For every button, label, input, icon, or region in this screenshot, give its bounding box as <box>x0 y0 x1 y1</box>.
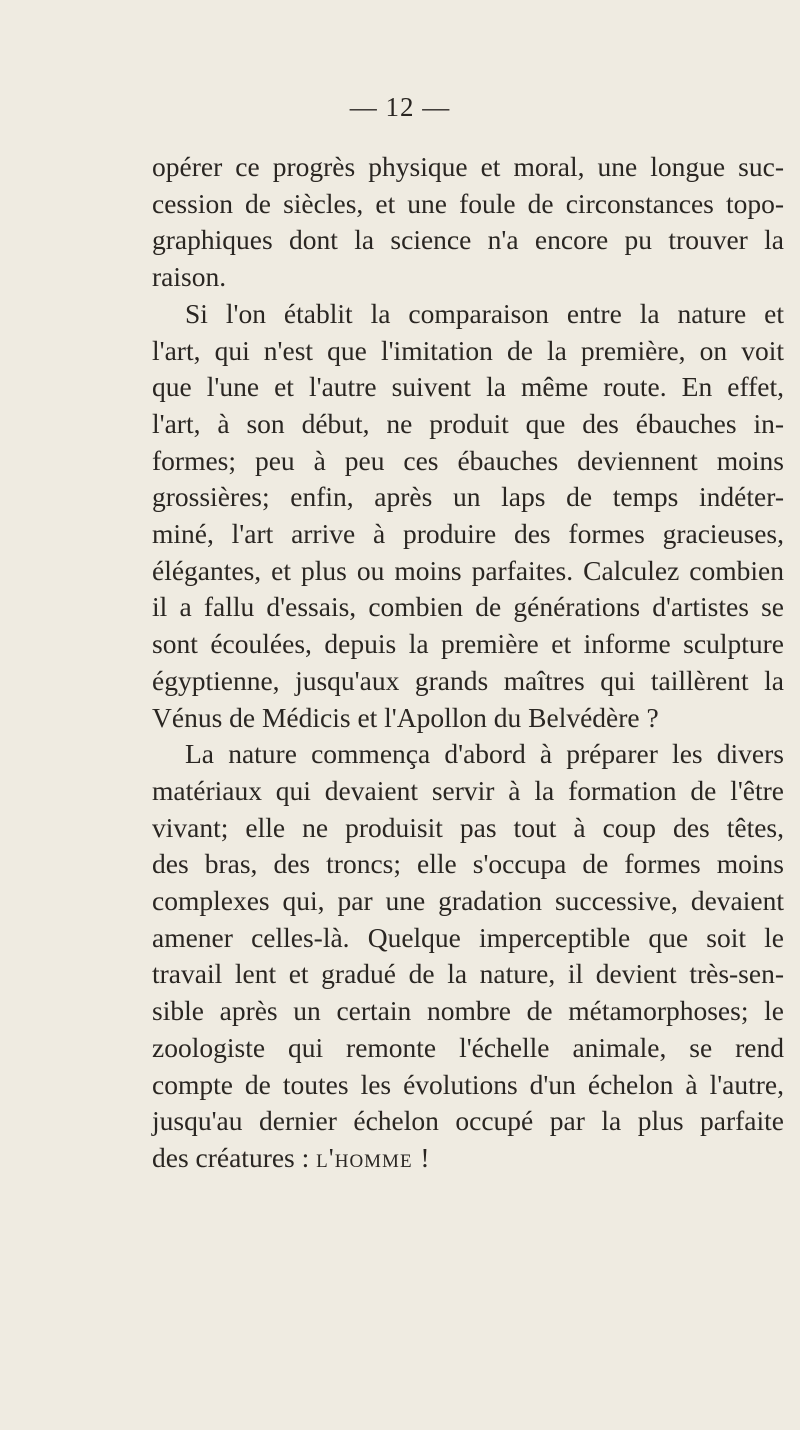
text-line: matériaux qui devaient servir à la formation de l'être <box>152 774 784 806</box>
text-line: des bras, des troncs; elle s'occupa de formes moins <box>152 848 784 880</box>
paragraph-start-line: La nature commença d'abord à préparer les divers <box>185 738 784 770</box>
text-line: formes; peu à peu ces ébauches deviennent moins <box>152 444 784 476</box>
text-line: grossières; enfin, après un laps de temps indéter- <box>152 481 784 513</box>
text-line: vivant; elle ne produisit pas tout à coup des têtes, <box>152 811 784 843</box>
paragraph-start-line: Si l'on établit la comparaison entre la nature et <box>185 297 784 329</box>
text-line: l'art, à son début, ne produit que des ébauches in- <box>152 407 784 439</box>
text-line: raison. <box>152 261 227 293</box>
text-line: Vénus de Médicis et l'Apollon du Belvédère ? <box>152 701 659 733</box>
text-line: opérer ce progrès physique et moral, une longue suc- <box>152 151 784 182</box>
text-line: élégantes, et plus ou moins parfaites. Calculez combien <box>152 554 784 586</box>
text-line: que l'une et l'autre suivent la même route. En effet, <box>152 371 784 403</box>
page-number: — 12 — <box>349 92 451 122</box>
body-text <box>152 149 784 1177</box>
text-line: jusqu'au dernier échelon occupé par la plus parfaite <box>152 1105 784 1137</box>
text-line: cession de siècles, et une foule de circonstances topo- <box>152 187 784 219</box>
text-line: travail lent et gradué de la nature, il devient très-sen- <box>152 958 784 990</box>
text-line: amener celles-là. Quelque imperceptible que soit le <box>152 921 784 953</box>
emphasis-text: l'homme ! <box>316 1141 431 1173</box>
text-line: des créatures : <box>152 1141 317 1173</box>
text-line: l'art, qui n'est que l'imitation de la première, on voit <box>152 334 784 366</box>
text-line: sible après un certain nombre de métamorphoses; le <box>152 995 784 1027</box>
text-line: égyptienne, jusqu'aux grands maîtres qui taillèrent la <box>152 664 784 696</box>
final-line <box>152 1140 784 1177</box>
text-line: sont écoulées, depuis la première et informe sculpture <box>152 628 784 660</box>
text-line: compte de toutes les évolutions d'un échelon à l'autre, <box>152 1068 784 1100</box>
text-line: zoologiste qui remonte l'échelle animale, se rend <box>152 1031 784 1063</box>
text-line: graphiques dont la science n'a encore pu trouver la <box>152 224 784 256</box>
text-line: complexes qui, par une gradation successive, devaient <box>152 885 784 917</box>
text-line: miné, l'art arrive à produire des formes gracieuses, <box>152 518 784 550</box>
text-line: il a fallu d'essais, combien de générations d'artistes se <box>152 591 784 623</box>
